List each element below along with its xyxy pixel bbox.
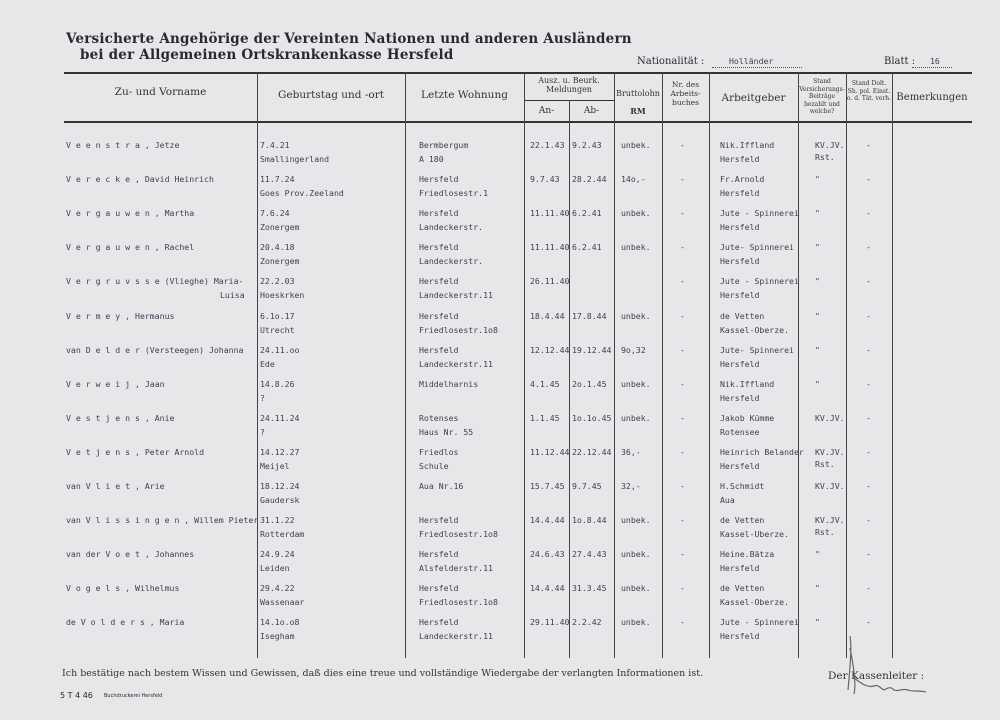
row-birth-date: 7.6.24	[260, 208, 290, 219]
row-name: van V l i s s i n g e n , Willem Pieter	[66, 515, 259, 526]
row-birth-date: 24.11.oo	[260, 344, 300, 355]
row-debt: -	[866, 208, 871, 219]
row-registered: 26.11.40	[530, 276, 570, 287]
row-employer-city: Hersfeld	[720, 188, 760, 199]
nationality-value: Holländer	[729, 56, 774, 66]
header-name: Zu- und Vorname	[114, 86, 207, 98]
row-registered: 14.4.44	[530, 515, 565, 526]
row-wage: unbek.	[621, 412, 651, 423]
form-subtitle: bei der Allgemeinen Ortskrankenkasse Hersfeld	[80, 47, 454, 63]
printer-name: Buchdruckerei Hersfeld	[104, 693, 163, 699]
row-address: Rotenses	[419, 412, 459, 423]
header-wage-unit: RM	[630, 106, 646, 116]
row-address-extra: Friedlosestr.1o8	[419, 597, 498, 608]
header-birth: Geburtstag und -ort	[278, 89, 384, 101]
row-debt: -	[866, 310, 871, 321]
row-birth-place: Rotterdam	[260, 529, 305, 540]
row-birth-date: 29.4.22	[260, 583, 295, 594]
row-wage: 32,-	[621, 481, 641, 491]
row-wage: unbek.	[621, 378, 651, 389]
table-row	[0, 515, 1000, 551]
table-row	[0, 311, 1000, 347]
header-remarks: Bemerkungen	[896, 92, 968, 103]
table-row	[0, 549, 1000, 585]
table-row	[0, 481, 1000, 517]
row-employer-city: Rotensee	[720, 426, 760, 437]
row-address: Hersfeld	[419, 617, 459, 628]
row-birth-date: 24.11.24	[260, 412, 300, 423]
row-name: V e r e c k e , David Heinrich	[66, 174, 214, 185]
row-name: V e r g r u v s s e (Vlieghe) Maria-	[66, 276, 244, 287]
row-employer: Jakob Kümme	[720, 412, 775, 423]
row-debt: -	[866, 481, 871, 491]
row-birth-place: Hoeskrken	[260, 290, 305, 301]
row-insurance: "	[815, 242, 820, 253]
form-code: 5 T 4 46	[60, 691, 93, 700]
row-address: Hersfeld	[419, 208, 459, 219]
row-debt: -	[866, 412, 871, 423]
row-address: Middelharnis	[419, 378, 479, 389]
form-title: Versicherte Angehörige der Vereinten Nationen und anderen Ausländern	[66, 31, 632, 47]
row-deregistered: 28.2.44	[572, 174, 607, 185]
header-reports-in: An-	[538, 106, 555, 116]
row-deregistered: 22.12.44	[572, 446, 612, 457]
header-workbook: Nr. des Arbeits-buches	[670, 80, 701, 107]
row-insurance: "	[815, 378, 820, 389]
row-workbook: -	[680, 140, 685, 150]
row-insurance-extra: Rst.	[815, 527, 835, 538]
row-employer-city: Kassel-Oberze.	[720, 324, 790, 335]
row-registered: 14.4.44	[530, 583, 565, 594]
attestation-text: Ich bestätige nach bestem Wissen und Gewissen, daß dies eine treue und vollständige Wiedergabe der verlangten Informationen ist.	[62, 668, 704, 679]
row-address-extra: Friedlosestr.1	[419, 188, 489, 199]
row-registered: 11.11.40	[530, 208, 570, 219]
row-deregistered: 1o.8.44	[572, 515, 607, 526]
row-employer: de Vetten	[720, 583, 765, 594]
table-row	[0, 208, 1000, 244]
row-employer: Nik.Iffland	[720, 378, 775, 389]
row-insurance: "	[815, 549, 820, 560]
row-workbook: -	[680, 617, 685, 628]
row-birth-date: 31.1.22	[260, 515, 295, 526]
row-wage: unbek.	[621, 310, 651, 321]
row-insurance: "	[815, 344, 820, 355]
table-row	[0, 174, 1000, 210]
row-birth-date: 14.1o.o8	[260, 617, 300, 628]
sheet-label: Blatt :	[884, 56, 916, 67]
row-insurance: "	[815, 583, 820, 594]
row-employer-city: Hersfeld	[720, 563, 760, 574]
row-address: Hersfeld	[419, 344, 459, 355]
row-name: V e e n s t r a , Jetze	[66, 140, 180, 150]
row-address: Hersfeld	[419, 174, 459, 185]
row-address: Aua Nr.16	[419, 481, 464, 491]
row-address: Hersfeld	[419, 276, 459, 287]
row-address-extra: Landeckerstr.11	[419, 290, 493, 301]
row-deregistered: 6.2.41	[572, 242, 602, 253]
row-deregistered: 2.2.42	[572, 617, 602, 628]
row-registered: 15.7.45	[530, 481, 565, 491]
row-registered: 9.7.43	[530, 174, 560, 185]
row-deregistered: 31.3.45	[572, 583, 607, 594]
row-workbook: -	[680, 174, 685, 185]
row-deregistered: 9.2.43	[572, 140, 602, 150]
row-employer-city: Hersfeld	[720, 631, 760, 642]
row-name: V e r m e y , Hermanus	[66, 310, 175, 321]
row-name-extra: Luisa	[220, 290, 245, 301]
row-insurance-extra: Rst.	[815, 152, 835, 162]
header-bottom-border	[64, 121, 972, 123]
row-birth-place: Meijel	[260, 460, 290, 471]
row-birth-place: Utrecht	[260, 324, 295, 335]
row-employer-city: Kassel-Oberze.	[720, 597, 790, 608]
row-employer: H.Schmidt	[720, 481, 765, 491]
row-workbook: -	[680, 242, 685, 253]
row-birth-date: 11.7.24	[260, 174, 295, 185]
row-insurance: KV.JV.	[815, 446, 845, 457]
row-employer-city: Hersfeld	[720, 392, 760, 403]
row-address-extra: Landeckerstr.11	[419, 358, 493, 369]
row-workbook: -	[680, 276, 685, 287]
row-employer: Nik.Iffland	[720, 140, 775, 150]
row-registered: 12.12.44	[530, 344, 570, 355]
nationality-label: Nationalität :	[637, 56, 705, 67]
row-employer-city: Hersfeld	[720, 222, 760, 233]
table-row	[0, 140, 1000, 176]
row-insurance: "	[815, 310, 820, 321]
row-debt: -	[866, 174, 871, 185]
row-birth-place: Ede	[260, 358, 275, 369]
row-name: van der V o e t , Johannes	[66, 549, 195, 560]
row-registered: 22.1.43	[530, 140, 565, 150]
row-insurance: "	[815, 208, 820, 219]
header-employer: Arbeitgeber	[721, 92, 786, 104]
row-name: de V o l d e r s , Maria	[66, 617, 185, 628]
row-birth-date: 7.4.21	[260, 140, 290, 150]
row-employer-city: Aua	[720, 495, 735, 505]
row-name: van V l i e t , Arie	[66, 481, 165, 491]
row-workbook: -	[680, 549, 685, 560]
row-registered: 1.1.45	[530, 412, 560, 423]
row-registered: 11.12.44	[530, 446, 570, 457]
row-employer: Jute - Spinnerei	[720, 276, 799, 287]
row-employer: Jute- Spinnerei	[720, 242, 794, 253]
row-address-extra: A 180	[419, 154, 444, 164]
row-workbook: -	[680, 481, 685, 491]
row-wage: unbek.	[621, 208, 651, 219]
row-address: Hersfeld	[419, 515, 459, 526]
row-employer-city: Kassel-Uberze.	[720, 529, 790, 540]
row-employer-city: Hersfeld	[720, 460, 760, 471]
row-wage: unbek.	[621, 549, 651, 560]
signature	[838, 628, 934, 700]
row-birth-place: Smallingerland	[260, 154, 330, 164]
row-insurance: KV.JV.	[815, 412, 845, 423]
row-employer: de Vetten	[720, 515, 765, 526]
row-address-extra: Haus Nr. 55	[419, 426, 474, 437]
row-employer: de Vetten	[720, 310, 765, 321]
row-debt: -	[866, 515, 871, 526]
header-reports-out: Ab-	[583, 106, 600, 116]
nationality-underline	[712, 67, 802, 69]
row-wage: unbek.	[621, 617, 651, 628]
row-workbook: -	[680, 344, 685, 355]
row-employer: Fr.Arnold	[720, 174, 765, 185]
row-birth-date: 14.12.27	[260, 446, 300, 457]
row-debt: -	[866, 583, 871, 594]
header-wage: Bruttolohn	[616, 89, 660, 98]
row-employer: Jute - Spinnerei	[720, 208, 799, 219]
row-debt: -	[866, 549, 871, 560]
row-birth-date: 6.1o.17	[260, 310, 295, 321]
header-address: Letzte Wohnung	[421, 89, 508, 101]
row-wage: unbek.	[621, 140, 651, 150]
row-debt: -	[866, 617, 871, 628]
row-birth-place: Isegham	[260, 631, 295, 642]
row-deregistered: 1o.1o.45	[572, 412, 612, 423]
header-insurance: Stand Versicherungs-Beiträge bezahlt und welche?	[799, 78, 845, 115]
row-wage: unbek.	[621, 242, 651, 253]
row-insurance: "	[815, 174, 820, 185]
row-wage: 14o,-	[621, 174, 646, 185]
row-address-extra: Landeckerstr.11	[419, 631, 493, 642]
row-debt: -	[866, 378, 871, 389]
row-deregistered: 2o.1.45	[572, 378, 607, 389]
row-name: V e s t j e n s , Anie	[66, 412, 175, 423]
row-birth-place: Zonergem	[260, 222, 300, 233]
row-birth-place: Gaudersk	[260, 495, 300, 505]
row-birth-place: ?	[260, 426, 265, 437]
row-wage: unbek.	[621, 583, 651, 594]
sheet-number: 16	[930, 56, 940, 66]
row-address-extra: Schule	[419, 460, 449, 471]
row-employer-city: Hersfeld	[720, 358, 760, 369]
row-employer-city: Hersfeld	[720, 154, 760, 164]
row-birth-place: Zonergem	[260, 256, 300, 267]
table-row	[0, 583, 1000, 619]
row-address-extra: Friedlosestr.1o8	[419, 529, 498, 540]
row-wage: 9o,32	[621, 344, 646, 355]
row-workbook: -	[680, 583, 685, 594]
row-address: Bermbergum	[419, 140, 469, 150]
row-workbook: -	[680, 310, 685, 321]
row-birth-date: 18.12.24	[260, 481, 300, 491]
row-registered: 11.11.40	[530, 242, 570, 253]
row-address-extra: Landeckerstr.	[419, 256, 484, 267]
row-address: Friedlos	[419, 446, 459, 457]
row-registered: 29.11.40	[530, 617, 570, 628]
row-birth-place: Goes Prov.Zeeland	[260, 188, 344, 199]
row-registered: 4.1.45	[530, 378, 560, 389]
row-birth-date: 24.9.24	[260, 549, 295, 560]
sheet-underline	[912, 67, 952, 69]
table-row	[0, 413, 1000, 449]
row-debt: -	[866, 344, 871, 355]
row-deregistered: 6.2.41	[572, 208, 602, 219]
row-workbook: -	[680, 378, 685, 389]
row-employer-city: Hersfeld	[720, 256, 760, 267]
table-row	[0, 242, 1000, 278]
row-address: Hersfeld	[419, 583, 459, 594]
row-deregistered: 19.12.44	[572, 344, 612, 355]
row-registered: 24.6.43	[530, 549, 565, 560]
row-employer: Jute- Spinnerei	[720, 344, 794, 355]
header-reports: Ausz. u. Beurk. Meldungen	[538, 76, 600, 94]
row-address: Hersfeld	[419, 310, 459, 321]
row-wage: 36,-	[621, 446, 641, 457]
table-row	[0, 379, 1000, 415]
row-insurance: "	[815, 617, 820, 628]
row-debt: -	[866, 446, 871, 457]
row-address-extra: Landeckerstr.	[419, 222, 484, 233]
row-birth-place: ?	[260, 392, 265, 403]
row-deregistered: 17.8.44	[572, 310, 607, 321]
row-address: Hersfeld	[419, 549, 459, 560]
row-insurance: "	[815, 276, 820, 287]
row-debt: -	[866, 140, 871, 150]
row-birth-place: Leiden	[260, 563, 290, 574]
row-birth-place: Wassenaar	[260, 597, 305, 608]
signer-label: Der Kassenleiter :	[828, 670, 925, 682]
table-row	[0, 345, 1000, 381]
row-insurance-extra: Rst.	[815, 458, 835, 469]
row-address-extra: Alsfelderstr.11	[419, 563, 493, 574]
row-address-extra: Friedlosestr.1o8	[419, 324, 498, 335]
table-top-border	[64, 72, 972, 74]
row-name: V e r g a u w e n , Rachel	[66, 242, 195, 253]
row-name: V e t j e n s , Peter Arnold	[66, 446, 205, 457]
row-employer: Heinrich Belander	[720, 446, 804, 457]
row-workbook: -	[680, 208, 685, 219]
row-deregistered: 9.7.45	[572, 481, 602, 491]
row-birth-date: 22.2.03	[260, 276, 295, 287]
row-employer: Jute - Spinnerei	[720, 617, 799, 628]
table-row	[0, 447, 1000, 483]
row-insurance: KV.JV.	[815, 481, 845, 491]
row-workbook: -	[680, 515, 685, 526]
row-debt: -	[866, 276, 871, 287]
row-workbook: -	[680, 446, 685, 457]
table-row	[0, 276, 1000, 312]
header-debt: Stand Dolt. Sh. pol. Einst. o. d. Tät. verh.	[846, 80, 892, 102]
row-name: V e r w e i j , Jaan	[66, 378, 165, 389]
row-insurance: KV.JV.	[815, 515, 845, 526]
row-workbook: -	[680, 412, 685, 423]
row-name: V e r g a u w e n , Martha	[66, 208, 195, 219]
row-wage: unbek.	[621, 515, 651, 526]
row-debt: -	[866, 242, 871, 253]
row-insurance: KV.JV.	[815, 140, 845, 150]
row-name: van D e l d e r (Versteegen) Johanna	[66, 344, 244, 355]
row-registered: 18.4.44	[530, 310, 565, 321]
row-employer-city: Hersfeld	[720, 290, 760, 301]
row-name: V o g e l s , Wilhelmus	[66, 583, 180, 594]
row-address: Hersfeld	[419, 242, 459, 253]
row-employer: Heine.Bätza	[720, 549, 775, 560]
row-birth-date: 20.4.18	[260, 242, 295, 253]
row-birth-date: 14.8.26	[260, 378, 295, 389]
row-deregistered: 27.4.43	[572, 549, 607, 560]
